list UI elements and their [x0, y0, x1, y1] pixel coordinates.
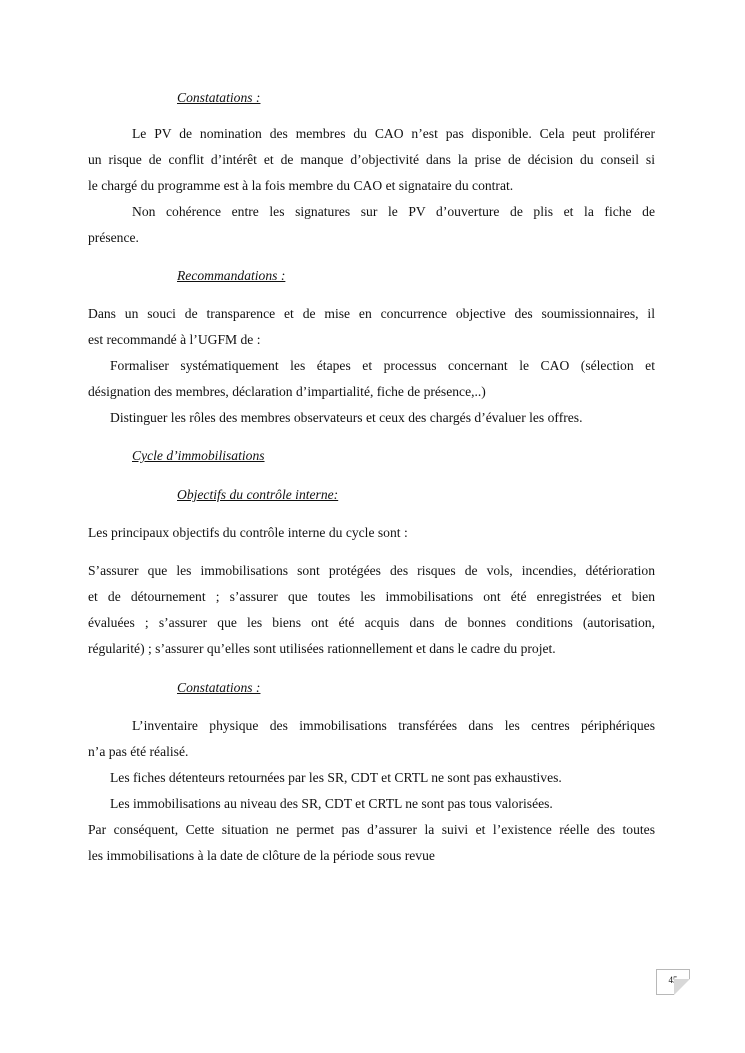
paragraph-line: évaluées ; s’assurer que les biens ont été acquis dans de bonnes conditions (autorisation,: [88, 615, 655, 630]
paragraph-line: Dans un souci de transparence et de mise en concurrence objective des soumissionnaires, il: [88, 306, 655, 321]
list-item: Distinguer les rôles des membres observateurs et ceux des chargés d’évaluer les offres.: [110, 410, 583, 425]
list-item: Les fiches détenteurs retournées par les SR, CDT et CRTL ne sont pas exhaustives.: [110, 770, 562, 785]
constatations-heading: Constatations :: [177, 680, 261, 695]
section-heading-cycle: Cycle d’immobilisations: [132, 448, 265, 463]
paragraph-line: le chargé du programme est à la fois membre du CAO et signataire du contrat.: [88, 178, 514, 193]
paragraph-line: n’a pas été réalisé.: [88, 744, 189, 759]
paragraph-line: S’assurer que les immobilisations sont protégées des risques de vols, incendies, détérioration: [88, 563, 655, 578]
list-item-continuation: désignation des membres, déclaration d’impartialité, fiche de présence,..): [88, 384, 486, 399]
paragraph-line: est recommandé à l’UGFM de :: [88, 332, 261, 347]
list-item: Les immobilisations au niveau des SR, CDT et CRTL ne sont pas tous valorisées.: [110, 796, 553, 811]
recommandations-heading: Recommandations :: [177, 268, 286, 283]
paragraph-line: régularité) ; s’assurer qu’elles sont utilisées rationnellement et dans le cadre du projet.: [88, 641, 556, 656]
paragraph-line: Le PV de nomination des membres du CAO n’est pas disponible. Cela peut proliférer: [132, 126, 655, 141]
paragraph-line: les immobilisations à la date de clôture de la période sous revue: [88, 848, 435, 863]
paragraph-line: L’inventaire physique des immobilisations transférées dans les centres périphériques: [132, 718, 655, 733]
paragraph-line: un risque de conflit d’intérêt et de manque d’objectivité dans la prise de décision du conseil si: [88, 152, 655, 167]
paragraph-line: présence.: [88, 230, 139, 245]
objectifs-heading: Objectifs du contrôle interne:: [177, 487, 339, 502]
paragraph-line: et de détournement ; s’assurer que toutes les immobilisations ont été enregistrées et bien: [88, 589, 655, 604]
page-number-box: [656, 969, 690, 995]
page-curl-icon: [674, 979, 690, 995]
list-item: Formaliser systématiquement les étapes et processus concernant le CAO (sélection et: [110, 358, 655, 373]
constatations-heading: Constatations :: [177, 90, 261, 105]
paragraph-line: Les principaux objectifs du contrôle interne du cycle sont :: [88, 525, 408, 540]
paragraph-line: Par conséquent, Cette situation ne permet pas d’assurer la suivi et l’existence réelle des toutes: [88, 822, 655, 837]
page-number: 45: [668, 975, 678, 985]
paragraph-line: Non cohérence entre les signatures sur le PV d’ouverture de plis et la fiche de: [132, 204, 655, 219]
